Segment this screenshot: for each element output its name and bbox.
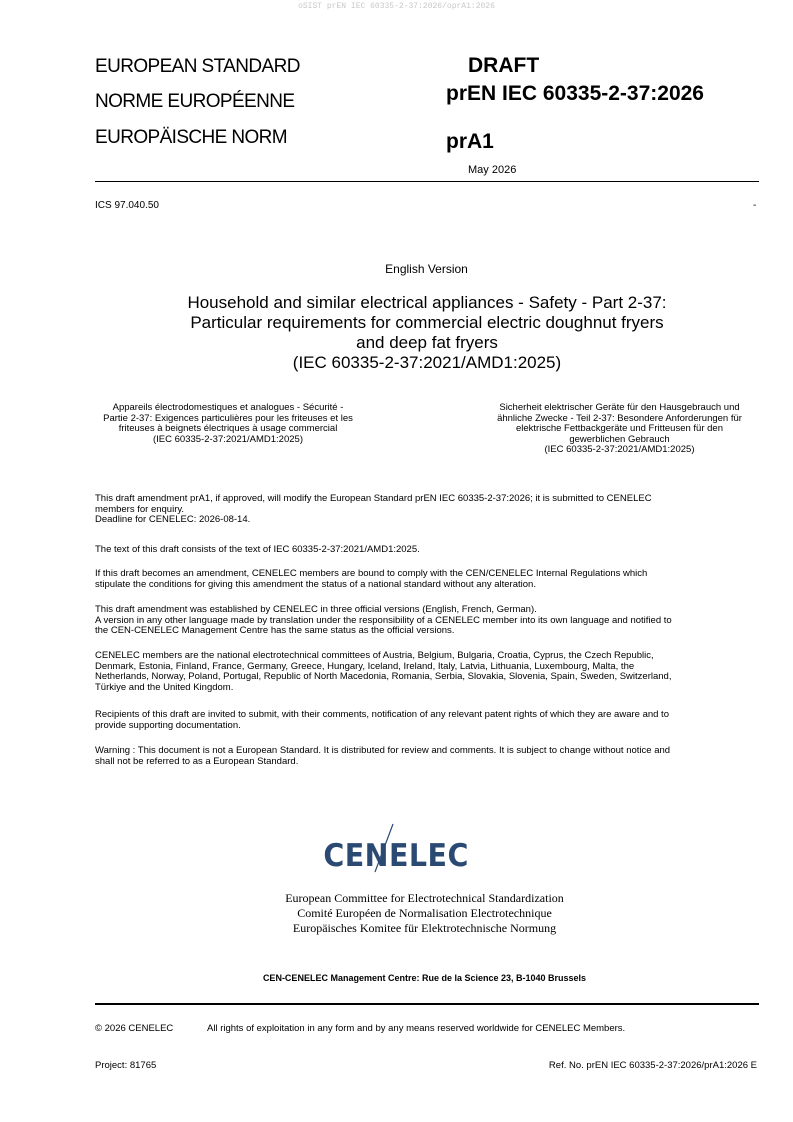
publication-date: May 2026: [468, 164, 517, 176]
para-line: Netherlands, Norway, Poland, Portugal, Republic of North Macedonia, Romania, Serbia, Slovakia, Slovenia, Spain, Sweden, Switzerland,: [95, 671, 672, 682]
para-line: shall not be referred to as a European Standard.: [95, 755, 299, 767]
para-line: A version in any other language made by translation under the responsibility of a CENELEC member into its own language and notified to: [95, 614, 672, 626]
title-line: Particular requirements for commercial electric doughnut fryers: [190, 313, 664, 332]
german-title-line: gewerblichen Gebrauch: [569, 433, 670, 445]
title-line: Household and similar electrical appliances - Safety - Part 2-37:: [187, 293, 667, 312]
para-line: stipulate the conditions for giving this amendment the status of a national standard without any alteration.: [95, 578, 536, 590]
para-line: If this draft becomes an amendment, CENELEC members are bound to comply with the CEN/CENELEC Internal Regulations which: [95, 568, 648, 579]
standard-name-fr: NORME EUROPÉENNE: [95, 91, 295, 112]
para-official-versions: [95, 605, 759, 637]
para-line: Warning : This document is not a European Standard. It is distributed for review and comments. It is subject to change without notice and: [95, 745, 671, 756]
committee-name-de: Europäisches Komitee für Elektrotechnische Normung: [292, 921, 557, 935]
copyright: © 2026 CENELEC: [95, 1023, 174, 1034]
german-title: [468, 403, 771, 456]
cenelec-logo-icon: [317, 822, 477, 874]
para-warning: [95, 746, 759, 767]
german-title-line: (IEC 60335-2-37:2021/AMD1:2025): [544, 444, 695, 455]
language-version: English Version: [385, 262, 468, 276]
document-title: [95, 293, 759, 373]
cenelec-logo: [0, 822, 793, 874]
para-line: the CEN-CENELEC Management Centre has the same status as the official versions.: [95, 625, 455, 636]
para-line: members for enquiry.: [95, 503, 185, 515]
committee-name-en: European Committee for Electrotechnical Standardization: [285, 891, 564, 905]
para-line: This draft amendment was established by CENELEC in three official versions (English, French, German).: [95, 604, 537, 615]
amendment-label: prA1: [446, 130, 494, 153]
french-title-line: friteuses à beignets électriques à usage commercial: [118, 423, 338, 434]
management-centre-address: CEN-CENELEC Management Centre: Rue de la Science 23, B-1040 Brussels: [262, 973, 587, 983]
para-line: CENELEC members are the national electrotechnical committees of Austria, Belgium, Bulgaria, Croatia, Cyprus, the Czech Republic,: [95, 650, 654, 661]
title-line: (IEC 60335-2-37:2021/AMD1:2025): [292, 353, 562, 372]
para-line: Türkiye and the United Kingdom.: [95, 681, 234, 693]
french-title-line: Partie 2-37: Exigences particulières pour les friteuses et les: [103, 412, 353, 424]
para-line: The text of this draft consists of the text of IEC 60335-2-37:2021/AMD1:2025.: [95, 544, 420, 555]
para-enquiry: [95, 494, 759, 526]
german-title-line: elektrische Fettbackgeräte und Fritteusen für den: [515, 423, 723, 434]
committee-names: [0, 891, 793, 936]
para-line: Deadline for CENELEC: 2026-08-14.: [95, 514, 251, 525]
para-line: provide supporting documentation.: [95, 719, 241, 731]
german-title-line: Sicherheit elektrischer Geräte für den Hausgebrauch und: [499, 402, 740, 413]
reference-number: Ref. No. prEN IEC 60335-2-37:2026/prA1:2026 E: [548, 1060, 757, 1071]
draft-label: DRAFT: [468, 54, 540, 77]
para-line: Denmark, Estonia, Finland, France, Germany, Greece, Hungary, Iceland, Ireland, Italy, Latvia, Lithuania, Luxembourg, Malta, the: [95, 660, 635, 672]
committee-name-fr: Comité Européen de Normalisation Electrotechnique: [297, 906, 552, 920]
french-title-line: (IEC 60335-2-37:2021/AMD1:2025): [153, 433, 303, 445]
cenelec-logo-text: CENELEC: [322, 837, 469, 874]
standard-name-de: EUROPÄISCHE NORM: [95, 127, 288, 148]
french-title-line: Appareils électrodomestiques et analogues - Sécurité -: [112, 402, 344, 413]
footer-rule: [95, 1003, 759, 1005]
standard-reference: prEN IEC 60335-2-37:2026: [446, 82, 704, 105]
title-line: and deep fat fryers: [356, 333, 498, 352]
ics-code: ICS 97.040.50: [95, 200, 159, 211]
french-title: [78, 403, 378, 445]
supersedes-value: -: [753, 200, 757, 211]
para-patent-rights: [95, 710, 759, 731]
header-rule: [95, 181, 759, 182]
para-text-source: [95, 545, 759, 556]
rights-statement: All rights of exploitation in any form and by any means reserved worldwide for CENELEC Members.: [207, 1023, 626, 1034]
german-title-line: ähnliche Zwecke - Teil 2-37: Besondere Anforderungen für: [497, 412, 742, 424]
para-line: This draft amendment prA1, if approved, will modify the European Standard prEN IEC 60335-2-37:2026; it is submitted to CENELEC: [95, 493, 652, 504]
para-members: [95, 651, 759, 693]
watermark: oSIST prEN IEC 60335-2-37:2026/oprA1:2026: [298, 2, 495, 11]
project-number: Project: 81765: [95, 1060, 157, 1071]
para-internal-regulations: [95, 569, 759, 590]
para-line: Recipients of this draft are invited to submit, with their comments, notification of any relevant patent rights of which they are aware and to: [95, 709, 669, 720]
standard-name-en: EUROPEAN STANDARD: [95, 56, 300, 77]
